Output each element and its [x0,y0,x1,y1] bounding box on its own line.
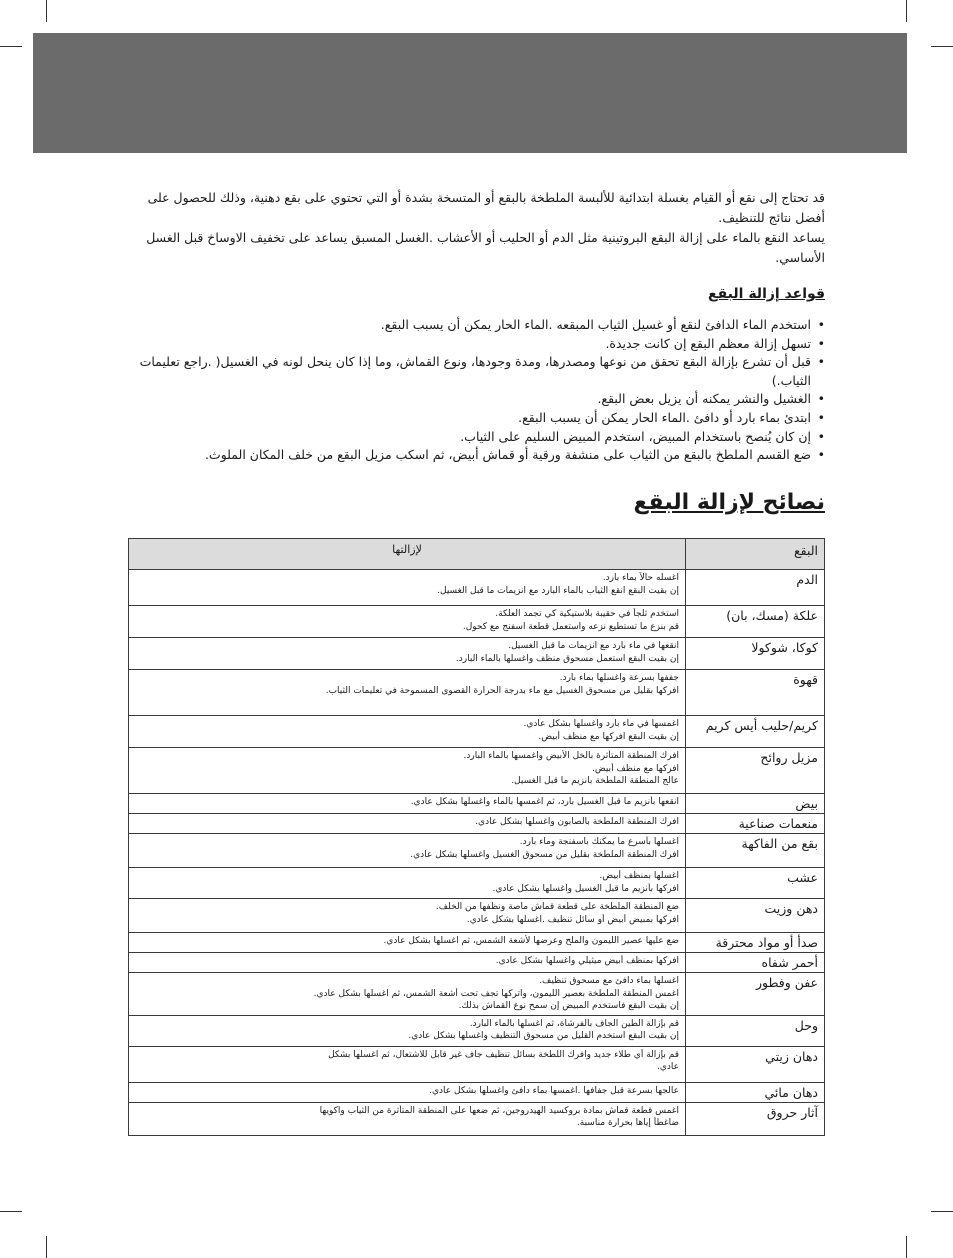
table-row [129,834,825,868]
removal-line: ضاغطاً إياها بحرارة مناسبة. [576,1118,679,1128]
removal-line: قم بإزالة الطين الجاف بالفرشاة، ثم اغسلها بالماء البارد. [469,1018,679,1029]
stain-removal-table [128,538,825,1136]
removal-line: قم بنزع ما تستطيع نزعه واستعمل قطعة اسفنج مع كحول. [462,621,679,632]
removal-instructions [129,953,686,973]
removal-line: اغمس المنطقة الملطخة بعصير الليمون، واتركها تجف تحت أشعة الشمس، ثم اغسلها بشكل عادي. [313,988,679,999]
removal-line: اغسلها بأسرع ما يمكنك باسفنجة وماء بارد. [519,837,679,847]
stain-name: بيض [686,794,825,814]
stain-name: قهوة [686,670,825,716]
table-row [129,1015,825,1046]
removal-instructions [129,1102,686,1135]
rules-list [128,316,825,465]
removal-line: إن بقيت البقع انقع الثياب بالماء البارد مع انزيمات ما قبل الغسيل. [437,585,679,596]
rule-item: • الغشيل والنشر يمكنه أن يزيل بعض البقع. [128,390,825,409]
header-removal: لإزالتها [129,539,686,570]
table-row [129,814,825,834]
stain-name: عشب [686,868,825,899]
stain-name: منعمات صناعية [686,814,825,834]
removal-instructions [129,606,686,638]
removal-line: افرك المنطقة الملطخة بقليل من مسحوق الغسيل واغسلها بشكل عادي. [410,849,679,860]
removal-line: انقعها بأنزيم ما قبل الغسيل بارد، ثم اغمسها بالماء واغسلها بشكل عادي. [410,797,679,807]
removal-instructions [129,814,686,834]
removal-line: استخدم ثلجاً في حقيبة بلاستيكية كي تجمد العلكة. [495,609,679,619]
table-row [129,953,825,973]
table-row [129,748,825,794]
removal-line: افركها بمنظف أبيض ميثيلي واغسلها بشكل عادي. [495,956,679,966]
crop-mark [931,1211,953,1212]
removal-instructions [129,834,686,868]
table-row [129,933,825,953]
crop-mark [46,1236,47,1258]
table-header-row [129,539,825,570]
removal-line: جففها بسرعة واغسلها بماء بارد. [559,673,679,683]
intro-text [128,188,825,268]
table-row [129,606,825,638]
removal-line: اغمس قطعة قماش بمادة بروكسيد الهيدروجين، ثم ضعها على المنطقة المتأثرة من الثياب واكويها [319,1105,679,1116]
table-row [129,973,825,1016]
rules-title: قواعد إزالة البقع [708,286,825,302]
rule-item: • إن كان يُنصح باستخدام المبيض، استخدم المبيض السليم على الثياب. [128,428,825,447]
table-row [129,1102,825,1135]
intro-paragraph: يساعد النقع بالماء على إزالة البقع البروتينية مثل الدم أو الحليب أو الأعشاب .الغسل المسبق يساعد على تخفيف الاوساخ قبل الغسل الأساسي. [146,230,825,265]
removal-line: افرك المنطقة المتأثرة بالخل الأبيض واغمسها بالماء البارد. [463,751,679,761]
removal-line: ضع المنطقة الملطخة على قطعة قماش ماصة ونظفها من الخلف. [435,902,679,912]
removal-line: افرك المنطقة الملطخة بالصابون واغسلها بشكل عادي. [475,817,679,827]
removal-line: إن بقيت البقع فاستخدم المبيض إن سمح نوع القماش بذلك. [458,1001,679,1011]
removal-line: ضع عليها عصير الليمون والملح وعرضها لأشعة الشمس، ثم اغسلها بشكل عادي. [383,936,679,946]
stain-name: بقع من الفاكهة [686,834,825,868]
crop-mark [0,46,22,47]
removal-line: إن بقيت البقع استعمل مسحوق منظف واغسلها بالماء البارد. [455,653,679,664]
stain-name: آثار حروق [686,1102,825,1135]
table-row [129,899,825,933]
stain-name: دهان مائي [686,1082,825,1102]
removal-line: افركها بقليل من مسحوق الغسيل مع ماء بدرجة الحرارة القصوى المسموحة في تعليمات الثياب. [325,685,679,696]
crop-mark [46,0,47,22]
table-row [129,716,825,748]
removal-instructions [129,899,686,933]
table-row [129,638,825,670]
crop-mark [931,46,953,47]
removal-line: عالج المنطقة الملطخة بانزيم ما قبل الغسيل. [511,776,679,786]
rule-item: • ضع القسم الملطخ بالبقع من الثياب على منشفة ورقية أو قماش أبيض، ثم اسكب مزيل البقع من خلف المكان الملوث. [128,446,825,465]
removal-instructions [129,973,686,1016]
removal-line: اغمسها في ماء بارد واغسلها بشكل عادي. [523,719,679,729]
stain-name: صدأ أو مواد محترقة [686,933,825,953]
removal-instructions [129,670,686,716]
stain-name: أحمر شفاه [686,953,825,973]
rule-item: • استخدم الماء الدافئ لنقع أو غسيل الثياب المبقعه .الماء الحار يمكن أن يسبب البقع. [128,316,825,335]
table-row [129,1046,825,1082]
stain-name: عفن وفطور [686,973,825,1016]
table-body [129,570,825,1136]
rule-item: • قبل أن تشرع بإزالة البقع تحقق من نوعها ومصدرها، ومدة وجودها، ونوع القماش، وما إذا كان ينحل لونه في الغسيل( .راجع تعليمات الثياب.) [128,353,825,390]
table-row [129,794,825,814]
removal-instructions [129,868,686,899]
stain-name: كوكا، شوكولا [686,638,825,670]
removal-line: افركها بأنزيم ما قبل الغسيل واغسلها بشكل عادي. [492,883,679,894]
stain-name: دهان زيتي [686,1046,825,1082]
removal-instructions [129,638,686,670]
header-stain: البقع [686,539,825,570]
removal-line: اغسلها بمنظف أبيض. [599,871,679,881]
removal-instructions [129,794,686,814]
rule-item: • ابتدئ بماء بارد أو دافئ .الماء الحار يمكن أن يسبب البقع. [128,409,825,428]
stain-name: علكة (مسك، بان) [686,606,825,638]
crop-mark [906,0,907,22]
removal-line: انقعها في ماء بارد مع انزيمات ما قبل الغسيل. [508,641,679,651]
removal-line: عادي. [656,1062,679,1072]
removal-line: اغسله حالاً بماء بارد. [602,573,679,583]
table-row [129,868,825,899]
header-band [33,33,907,153]
table-row [129,570,825,606]
removal-line: إن بقيت البقع افركها مع منظف أبيض. [538,731,679,742]
table-row [129,1082,825,1102]
removal-instructions [129,1015,686,1046]
rule-item: • تسهل إزالة معظم البقع إن كانت جديدة. [128,335,825,354]
removal-instructions [129,716,686,748]
removal-instructions [129,570,686,606]
stain-name: دهن وزيت [686,899,825,933]
removal-line: إن بقيت البقع استخدم القليل من مسحوق التنظيف واغسلها بشكل عادي. [408,1031,679,1041]
removal-instructions [129,748,686,794]
crop-mark [0,1211,22,1212]
removal-line: اغسلها بماء دافئ مع مسحوق تنظيف. [539,976,679,986]
crop-mark [906,1236,907,1258]
removal-instructions [129,1082,686,1102]
stain-name: وحل [686,1015,825,1046]
removal-line: افركها بمبيض أبيض أو سائل تنظيف .اغسلها بشكل عادي. [466,914,679,925]
removal-line: عالجها بسرعة قبل جفافها .اغمسها بماء دافئ واغسلها بشكل عادي. [429,1085,679,1096]
removal-line: قم بإزالة أي طلاء جديد وافرك اللطخة بسائل تنظيف جاف غير قابل للاشتعال، ثم اغسلها بشكل [328,1049,679,1060]
intro-paragraph: قد تحتاج إلى نقع أو القيام بغسلة ابتدائية للألبسة الملطخة بالبقع أو المتسخة بشدة أو التي تحتوي على بقع دهنية، وذلك للحصول على أفضل نتائج للتنظيف. [147,190,825,225]
stain-name: كريم/حليب أيس كريم [686,716,825,748]
removal-instructions [129,933,686,953]
stain-name: مزيل روائح [686,748,825,794]
table-row [129,670,825,716]
removal-line: افركها مع منظف أبيض. [592,763,679,774]
removal-instructions [129,1046,686,1082]
stain-name: الدم [686,570,825,606]
tips-title: نصائح لإزالة البقع [633,490,825,515]
